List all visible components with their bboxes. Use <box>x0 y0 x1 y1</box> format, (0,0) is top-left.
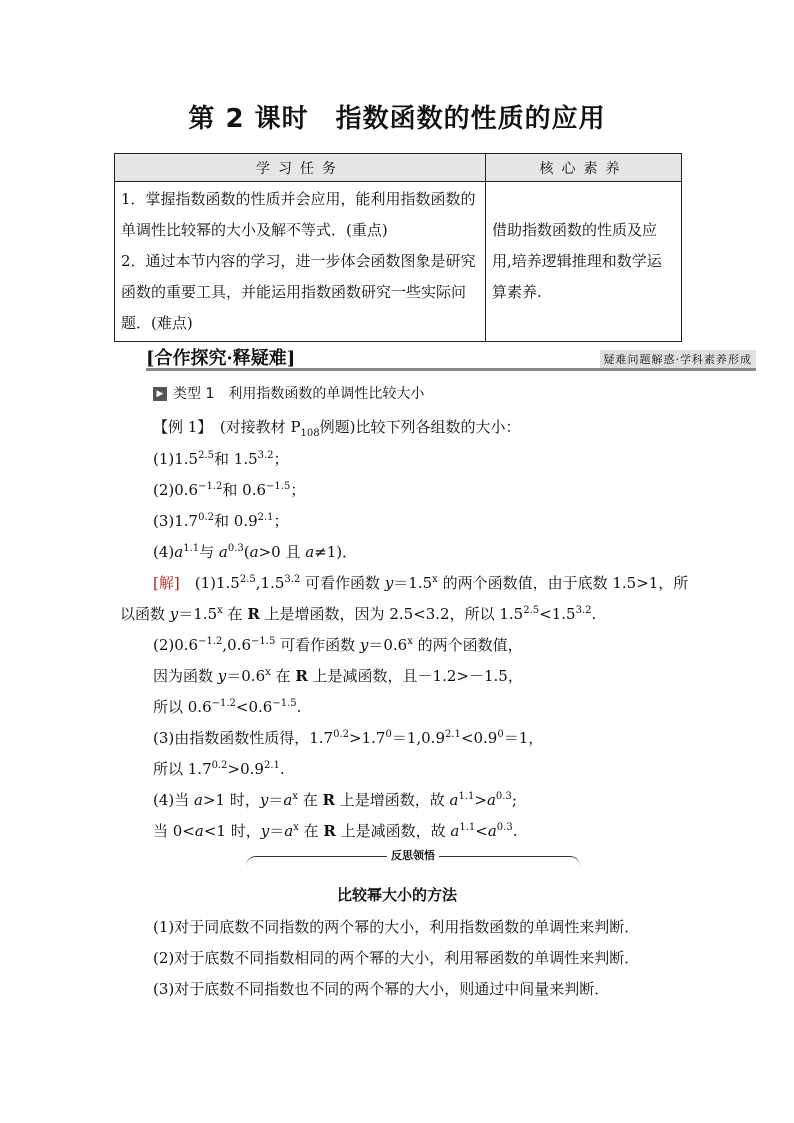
example-intro2: 例题)比较下列各组数的大小： <box>319 418 521 436</box>
example-tag: 【例 1】 <box>153 418 205 436</box>
page-title: 第 2 课时 指数函数的性质的应用 <box>188 104 606 134</box>
header-core: 核心素养 <box>486 154 682 182</box>
sol4b: 当 0<a<1 时，$y=a^x$ 在 R 上是减函数，故 $a^{1.1}<a^{0.3}$. <box>153 822 518 840</box>
method-title: 比较幂大小的方法 <box>336 886 457 904</box>
q4: $(4)a^{1.1}$与 $a^{0.3}(a>0$ 且 a≠1)． <box>153 543 358 561</box>
sol1b: 以函数 $y=1.5^x$ 在 R 上是增函数，因为 2.5<3.2，所以 $1.5^{2.5}<1.5^{3.2}$. <box>120 605 597 623</box>
q3: $(3)1.7^{0.2}$和 $0.9^{2.1}$； <box>153 512 289 530</box>
section-title: [合作探究·释疑难] <box>146 348 296 369</box>
method-item-3: (3)对于底数不同指数也不同的两个幂的大小，则通过中间量来判断． <box>153 980 610 998</box>
reflect-box <box>246 849 580 871</box>
sol2b: 因为函数 $y=0.6^x$ 在 R 上是减函数，且－1.2>－1.5， <box>153 667 523 685</box>
core-cell <box>486 182 682 342</box>
sol1a: [解] $(1)1.5^{2.5},1.5^{3.2}$ 可看作函数 $y=1.5^x$ 的两个函数值，由于底数 1.5>1，所 <box>153 574 689 592</box>
example-intro: (对接教材 P <box>219 418 301 436</box>
task-text: 1．掌握指数函数的性质并会应用，能利用指数函数的单调性比较幂的大小及解不等式．(重点) 2．通过本节内容的学习，进一步体会函数图象是研究函数的重要工具，并能运用指数函数研究一些实际问题．(难点) <box>121 190 476 332</box>
method-item-1: (1)对于同底数不同指数的两个幂的大小，利用指数函数的单调性来判断． <box>153 918 640 936</box>
sol2c: 所以 $0.6^{-1.2}<0.6^{-1.5}$. <box>153 698 302 716</box>
play-triangle-icon: ▶ <box>153 387 167 401</box>
task-cell <box>115 182 486 342</box>
sol2a: $(2)0.6^{-1.2},0.6^{-1.5}$ 可看作函数 $y=0.6^x$ 的两个函数值， <box>153 636 523 654</box>
sol4a: (4)当 a>1 时，$y=a^x$ 在 R 上是增函数，故 $a^{1.1}>a^{0.3}$; <box>153 791 517 809</box>
objectives-table <box>114 153 682 342</box>
method-item-2: (2)对于底数不同指数相同的两个幂的大小，利用幂函数的单调性来判断． <box>153 949 640 967</box>
sol3a: (3)由指数函数性质得，$1.7^{0.2}>1.7^0=1,0.9^{2.1}<0.9^0=1$， <box>153 729 544 747</box>
header-task: 学习任务 <box>115 154 486 182</box>
type-heading <box>153 383 424 403</box>
type-label: 类型 1 利用指数函数的单调性比较大小 <box>173 386 425 402</box>
core-text: 借助指数函数的性质及应用,培养逻辑推理和数学运算素养. <box>492 221 662 301</box>
example-line <box>153 416 521 439</box>
q1: $(1)1.5^{2.5}$和 $1.5^{3.2}$； <box>153 450 289 468</box>
example-page: 108 <box>300 428 320 439</box>
section-subtitle: 疑难问题解惑·学科素养形成 <box>600 350 757 368</box>
reflect-label: 反思领悟 <box>387 849 439 862</box>
q2: $(2)0.6^{-1.2}$和 $0.6^{-1.5}$； <box>153 481 306 499</box>
section-header <box>146 344 756 371</box>
sol3b: 所以 $1.7^{0.2}>0.9^{2.1}$. <box>153 760 285 778</box>
